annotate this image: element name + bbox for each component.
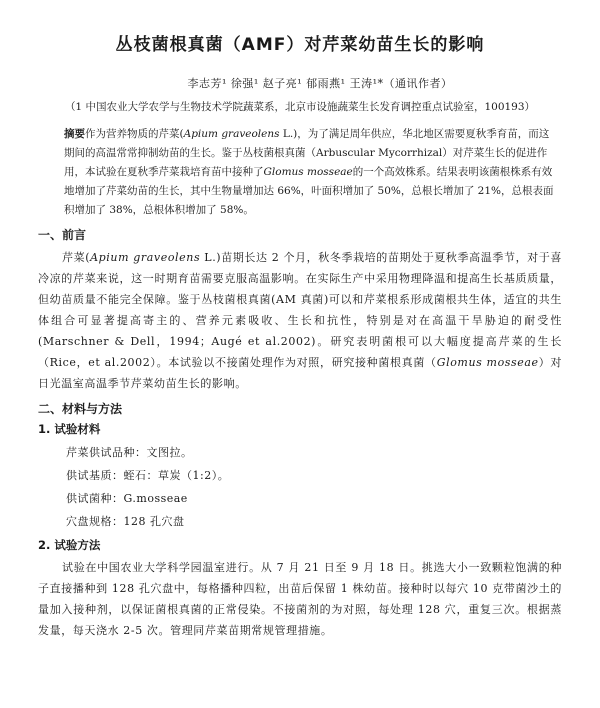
abstract-text-1: 作为营养物质的芹菜( xyxy=(85,128,184,140)
section-heading-methods: 二、材料与方法 xyxy=(38,402,123,416)
abstract-text-3: 的一个高效株系。结果表明该菌根株系有效地增加了芹菜幼苗的生长，其中生物量增加达 66%，叶面积增加了 50%，总根长增加了 21%，总根表面积增加了 38%，总根体积增加了 58%。 xyxy=(64,166,554,216)
abstract-text-2: L.)，为了满足周年供应，华北地区需要夏秋季育苗，而这期间的高温常常抑制幼苗的生长。鉴于丛枝菌根真菌（Arbuscular Mycorrhizal）对芹菜生长的促进作用，本试验在夏秋季芹菜栽培育苗中接种了 xyxy=(64,128,550,178)
list-item: 穴盘规格：128 孔穴盘 xyxy=(66,515,185,528)
intro-text-1: 芹菜( xyxy=(62,251,91,264)
affiliation: （1 中国农业大学农学与生物技术学院蔬菜系，北京市设施蔬菜生长发育调控重点试验室，100193） xyxy=(64,101,536,113)
subsection-heading-methods: 2. 试验方法 xyxy=(38,538,101,552)
section-heading-intro: 一、前言 xyxy=(38,228,87,242)
intro-fungus: Glomus mosseae xyxy=(436,356,539,369)
intro-text-3: ）对日光温室高温季节芹菜幼苗生长的影响。 xyxy=(38,356,563,390)
subsection-heading-materials: 1. 试验材料 xyxy=(38,422,101,436)
abstract xyxy=(64,125,554,220)
intro-paragraph xyxy=(38,247,562,394)
abstract-species: Apium graveolens xyxy=(183,128,280,140)
intro-species: Apium graveolens xyxy=(90,251,201,264)
materials-list xyxy=(66,441,562,533)
list-item: 芹菜供试品种：文图拉。 xyxy=(66,446,193,459)
abstract-label: 摘要 xyxy=(64,128,85,140)
list-item: 供试基质：蛭石：草炭（1:2）。 xyxy=(66,469,230,482)
intro-text-2: L.)苗期长达 2 个月，秋冬季栽培的苗期处于夏秋季高温季节，对于喜冷凉的芹菜来说，这一时期育苗需要克服高温影响。在实际生产中采用物理降温和提高生长基质质量，但幼苗质量不能完全保障。鉴于丛枝菌根真菌(AM 真菌)可以和芹菜根系形成菌根共生体，适宜的共生体组合可显著提高寄主的、营养元素吸收、生长和抗性，特别是对在高温干旱胁迫的耐受性(Marschner & Dell，1994；Augé et al.2002)。研究表明菌根可以大幅度提高芹菜的生长（Rice，et al.2002）。本试验以不接菌处理作为对照，研究接种菌根真菌（ xyxy=(38,251,562,369)
list-item: 供试菌种：G.mosseae xyxy=(66,492,188,505)
paper-title: 丛枝菌根真菌（AMF）对芹菜幼苗生长的影响 xyxy=(115,35,485,55)
methods-paragraph: 试验在中国农业大学科学园温室进行。从 7 月 21 日至 9 月 18 日。挑选大小一致颗粒饱满的种子直接播种到 128 孔穴盘中，每格播种四粒，出苗后保留 1 株幼苗。接种时以每穴 10 克带菌沙土的量加入接种剂，以保证菌根真菌的正常侵染。不接菌剂的为对照，每处理 128 穴，重复三次。根据蒸发量，每天浇水 2-5 次。管理同芹菜苗期常规管理措施。 xyxy=(38,561,562,637)
author-list: 李志芳¹ 徐强¹ 赵子亮¹ 郁雨燕¹ 王涛¹*（通讯作者） xyxy=(187,77,453,90)
abstract-fungus: Glomus mosseae xyxy=(263,166,353,178)
